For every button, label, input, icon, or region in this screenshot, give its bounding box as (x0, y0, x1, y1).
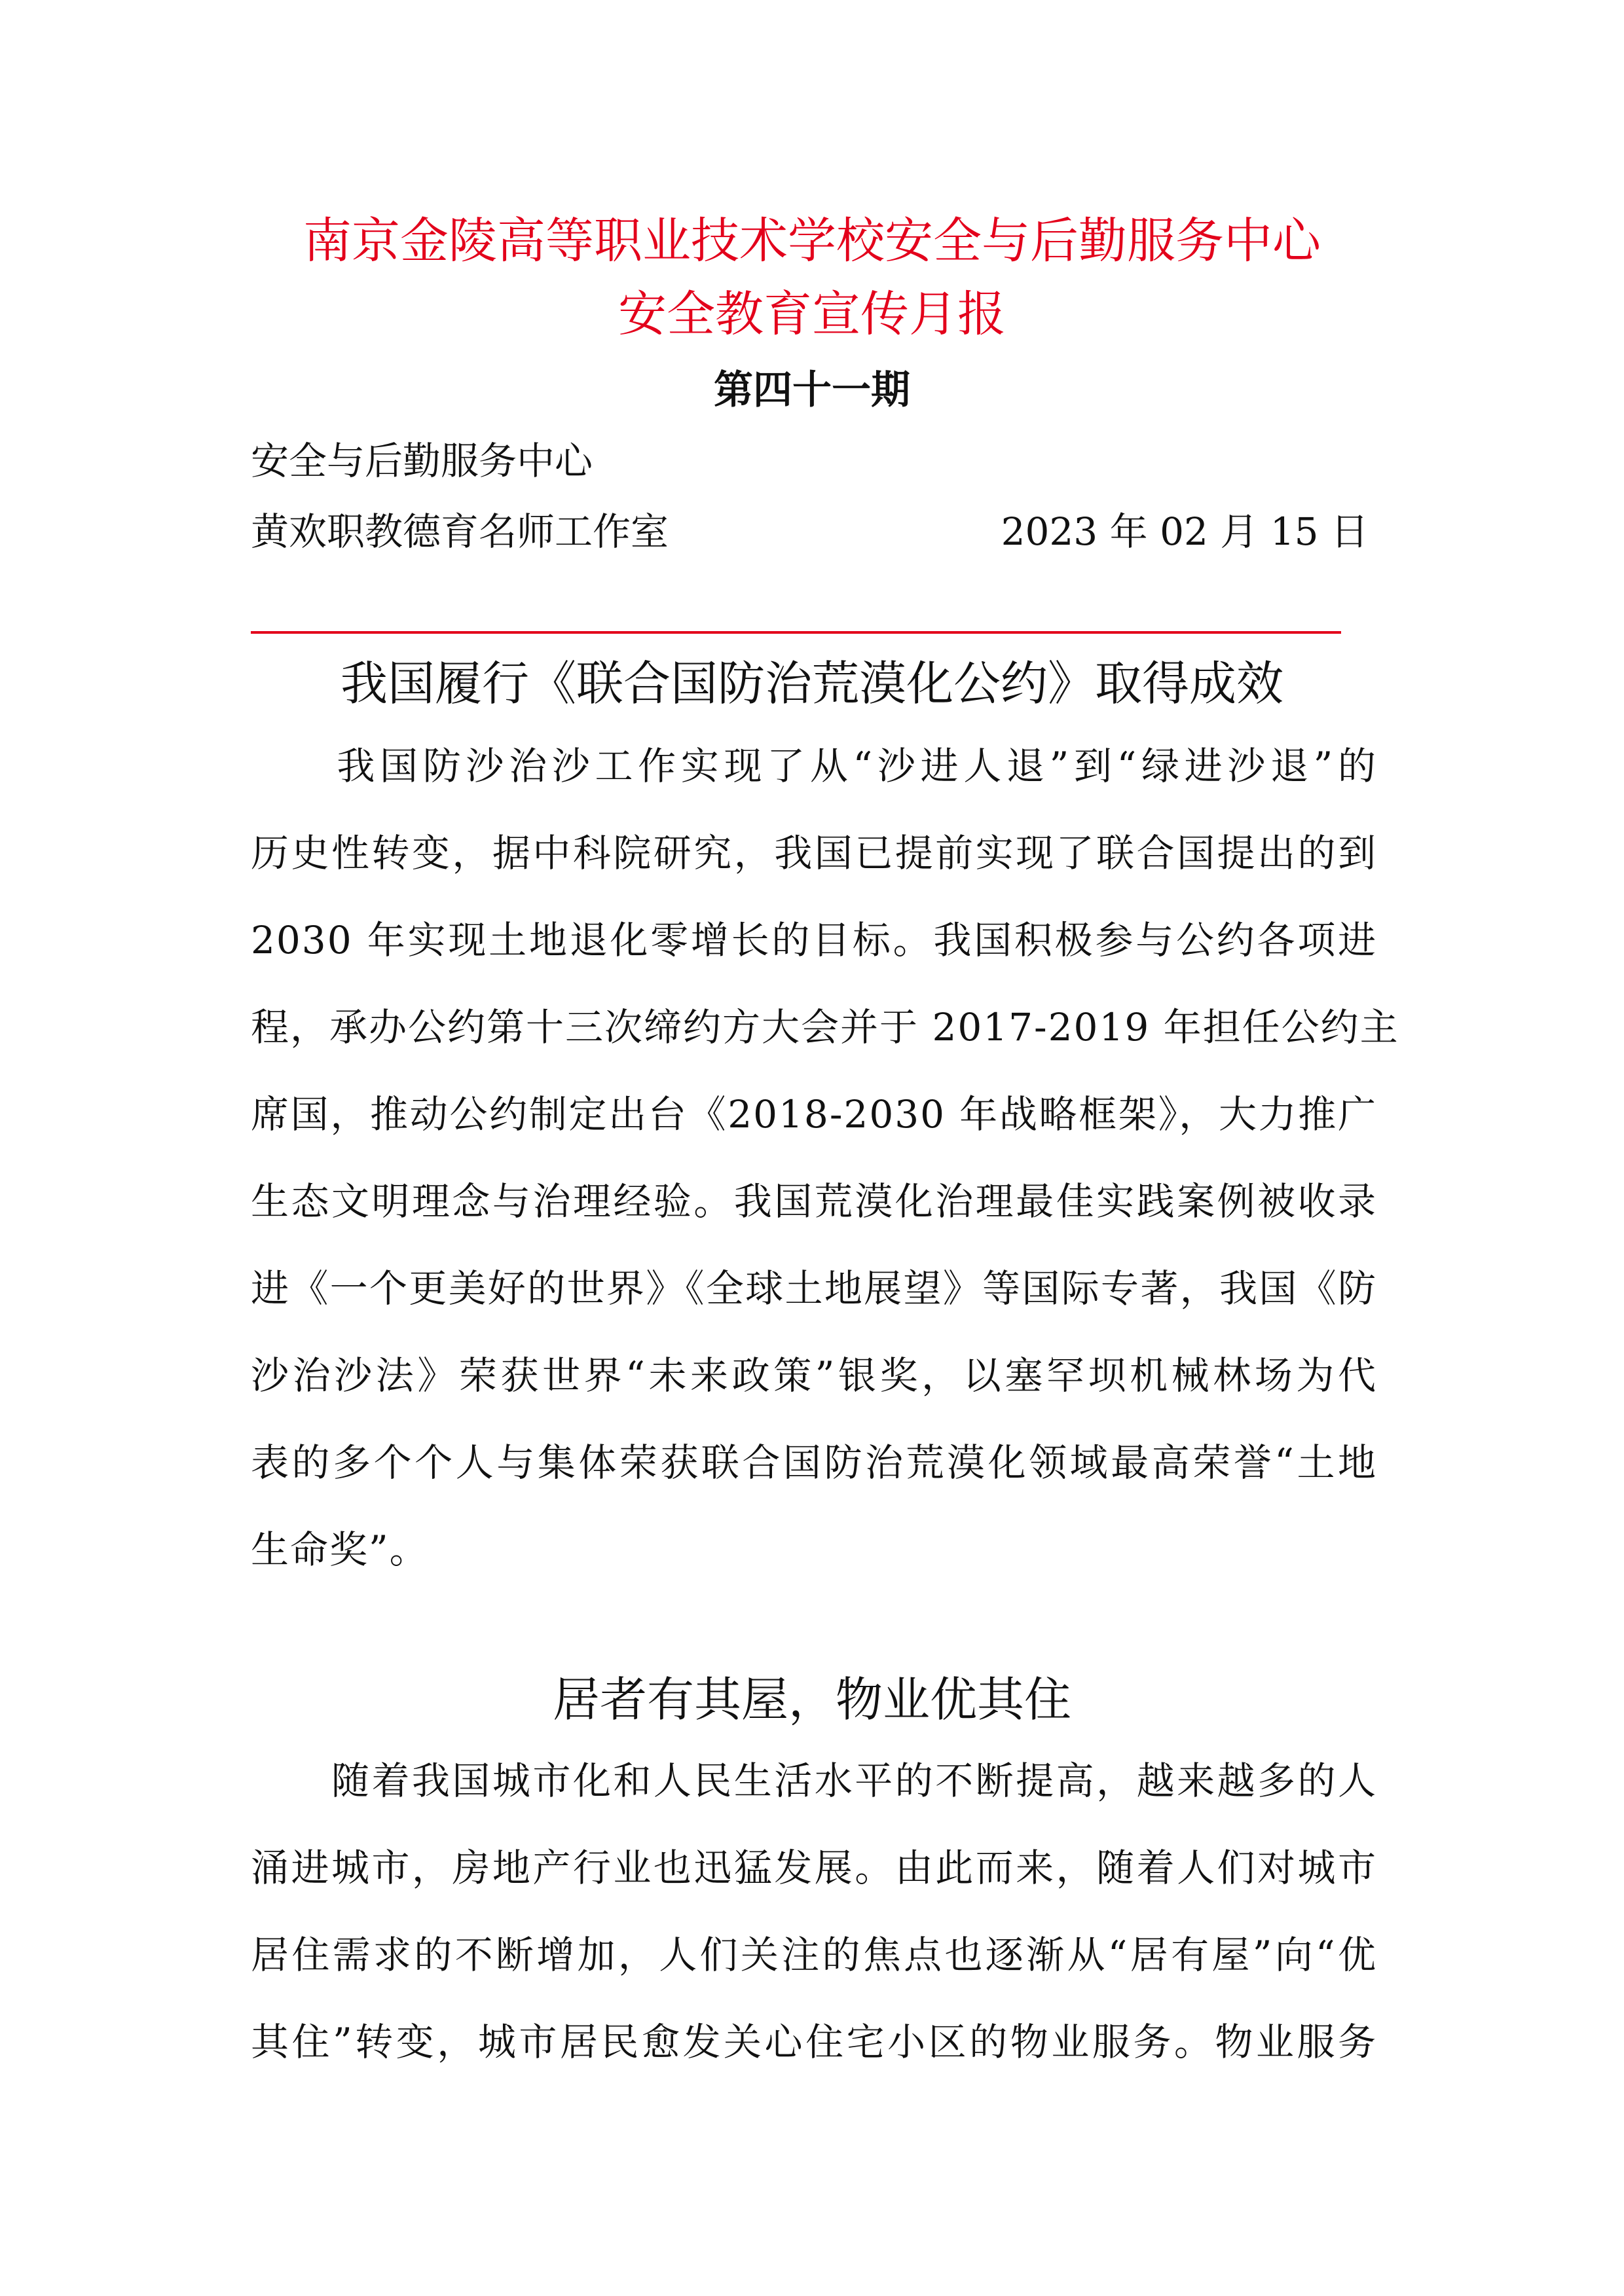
studio-name: 黄欢职教德育名师工作室 (251, 509, 669, 554)
article-1-body (251, 723, 1399, 1594)
article-1-line: 历史性转变，据中科院研究，我国已提前实现了联合国提出的到 (251, 831, 1377, 875)
article-1-line: 进《一个更美好的世界》《全球土地展望》等国际专著，我国《防 (251, 1266, 1377, 1311)
department-name: 安全与后勤服务中心 (251, 439, 593, 483)
article-2-line: 居住需求的不断增加，人们关注的焦点也逐渐从“居有屋”向“优 (251, 1933, 1377, 1977)
article-1-line: 席国，推动公约制定出台《2018-2030 年战略框架》，大力推广 (251, 1092, 1377, 1137)
article-2-heading: 居者有其屋，物业优其住 (552, 1672, 1071, 1727)
article-2-body (251, 1738, 1377, 2086)
issue-number: 第四十一期 (714, 367, 910, 413)
article-1-heading: 我国履行《联合国防治荒漠化公约》取得成效 (340, 656, 1283, 711)
article-1-line: 沙治沙法》荣获世界“未来政策”银奖，以塞罕坝机械林场为代 (251, 1353, 1377, 1398)
article-1-line: 我国防沙治沙工作实现了从“沙进人退”到“绿进沙退”的 (251, 744, 1377, 788)
article-2-line: 涌进城市，房地产行业也迅猛发展。由此而来，随着人们对城市 (251, 1846, 1377, 1890)
article-1-line: 表的多个个人与集体荣获联合国防治荒漠化领域最高荣誉“土地 (251, 1440, 1377, 1485)
publish-date: 2023 年 02 月 15 日 (1001, 509, 1369, 554)
article-1-line: 2030 年实现土地退化零增长的目标。我国积极参与公约各项进 (251, 918, 1377, 962)
article-2-line: 其住”转变，城市居民愈发关心住宅小区的物业服务。物业服务 (251, 2020, 1377, 2064)
article-1-line: 生命奖”。 (251, 1527, 429, 1572)
header-divider (251, 631, 1341, 634)
document-title-line-2: 安全教育宣传月报 (618, 286, 1006, 342)
document-title-line-1: 南京金陵高等职业技术学校安全与后勤服务中心 (303, 213, 1321, 269)
article-1-line: 生态文明理念与治理经验。我国荒漠化治理最佳实践案例被收录 (251, 1179, 1377, 1224)
article-1-line: 程，承办公约第十三次缔约方大会并于 2017-2019 年担任公约主 (251, 1005, 1399, 1049)
article-2-line: 随着我国城市化和人民生活水平的不断提高，越来越多的人 (251, 1758, 1377, 1803)
